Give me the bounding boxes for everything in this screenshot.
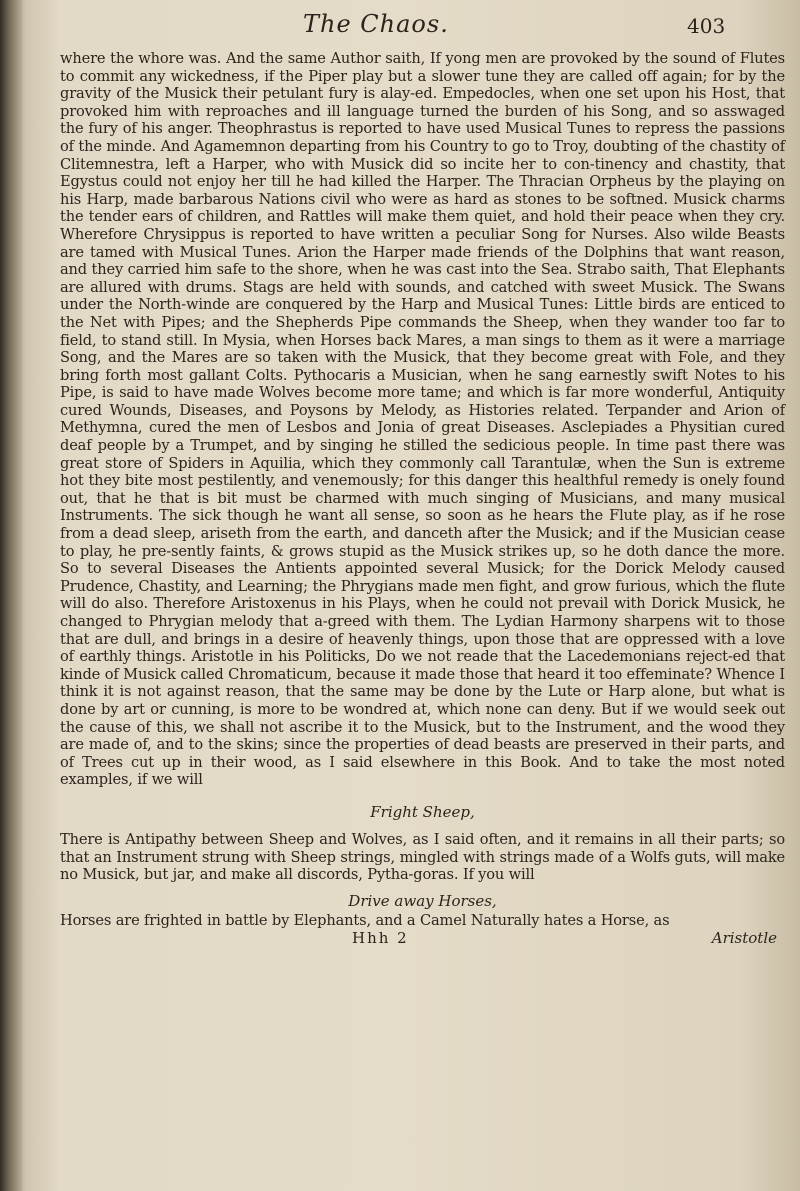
paragraph-sheep-wolves: There is Antipathy between Sheep and Wolves, as I said often, and it remains in all their parts; so that an Instrument strung with Sheep strings, mingled with strings made of a Wolfs guts, will make no Musick, but jar, and make all discords, Pytha-goras. If you will [60, 830, 785, 884]
paragraph-horses-elephants: Horses are frighted in battle by Elephants, and a Camel Naturally hates a Horse, as [60, 911, 670, 929]
section-heading-drive-horses: Drive away Horses, [348, 891, 497, 910]
book-gutter-edge [0, 0, 22, 1191]
book-page [60, 8, 785, 1178]
page-number: 403 [687, 14, 726, 38]
catchword: Aristotle [711, 929, 777, 948]
running-head: The Chaos. [303, 10, 449, 38]
signature-mark: Hhh 2 [352, 929, 409, 948]
section-heading-fright-sheep: Fright Sheep, [370, 802, 475, 821]
paragraph-music-effects: where the whore was. And the same Author saith, If yong men are provoked by the sound of Flutes to commit any wickedness, if the Piper play but a slower tune they are called off again; for by the gravity of the Musick their petulant fury is alay-ed. Empedocles, when one set upon his Host, that provoked him with reproaches and ill language turned the burden of his Song, and so asswaged the fury of his anger. Theophrastus is reported to have used Musical Tunes to repress the passions of the minde. And Agamemnon departing from his Country to go to Troy, doubting of the chastity of Clitemnestra, left a Harper, who with Musick did so incite her to con-tinency and chastity, that Egystus could not enjoy her till he had killed the Harper. The Thracian Orpheus by the playing on his Harp, made barbarous Nations civil who were as hard as stones to be softned. Musick charms the tender ears of children, and Rattles will make them quiet, and hold their peace when they cry. Wherefore Chrysippus is reported to have written a peculiar Song for Nurses. Also wilde Beasts are tamed with Musical Tunes. Arion the Harper made friends of the Dolphins that want reason, and they carried him safe to the shore, when he was cast into the Sea. Strabo saith, That Elephants are allured with drums. Stags are held with sounds, and catched with sweet Musick. The Swans under the North-winde are conquered by the Harp and Musical Tunes: Little birds are enticed to the Net with Pipes; and the Shepherds Pipe commands the Sheep, when they wander too far to field, to stand still. In Mysia, when Horses back Mares, a man sings to them as it were a marriage Song, and the Mares are so taken with the Musick, that they become great with Fole, and they bring forth most gallant Colts. Pythocaris a Musician, when he sang earnestly swift Notes to his Pipe, is said to have made Wolves become more tame; and which is far more wonderful, Antiquity cured Wounds, Diseases, and Poysons by Melody, as Histories related. Terpander and Arion of Methymna, cured the men of Lesbos and Jonia of great Diseases. Asclepiades a Physitian cured deaf people by a Trumpet, and by singing he stilled the sedicious people. In time past there was great store of Spiders in Aquilia, which they commonly call Tarantulæ, when the Sun is extreme hot they bite most pestilently, and venemously; for this danger this healthful remedy is onely found out, that he that is bit must be charmed with much singing of Musicians, and many musical Instruments. The sick though he want all sense, so soon as he hears the Flute play, as if he rose from a dead sleep, ariseth from the earth, and danceth after the Musick; and if the Musician cease to play, he pre-sently faints, & grows stupid as the Musick strikes up, so he doth dance the more. So to several Diseases the Antients appointed several Musick; for the Dorick Melody caused Prudence, Chastity, and Learning; the Phrygians made men fight, and grow furious, which the flute will do also. Therefore Aristoxenus in his Plays, when he could not prevail with Dorick Musick, he changed to Phrygian melody that a-greed with them. The Lydian Harmony sharpens wit to those that are dull, and brings in a desire of heavenly things, upon those that are oppressed with a love of earthly things. Aristotle in his Politicks, Do we not reade that the Lacedemonians reject-ed that kinde of Musick called Chromaticum, because it made those that heard it too effeminate? Whence I think it is not against reason, that the same may be done by the Lute or Harp alone, but what is done by art or cunning, is more to be wondred at, which none can deny. But if we would seek out the cause of this, we shall not ascribe it to the Musick, but to the Instrument, and the wood they are made of, and to the skins; since the properties of dead beasts are preserved in their parts, and of Trees cut up in their wood, as I said elsewhere in this Book. And to take the most noted examples, if we will [60, 50, 785, 789]
page-footer [60, 929, 785, 949]
page-header [60, 8, 785, 50]
page-body [60, 50, 785, 929]
